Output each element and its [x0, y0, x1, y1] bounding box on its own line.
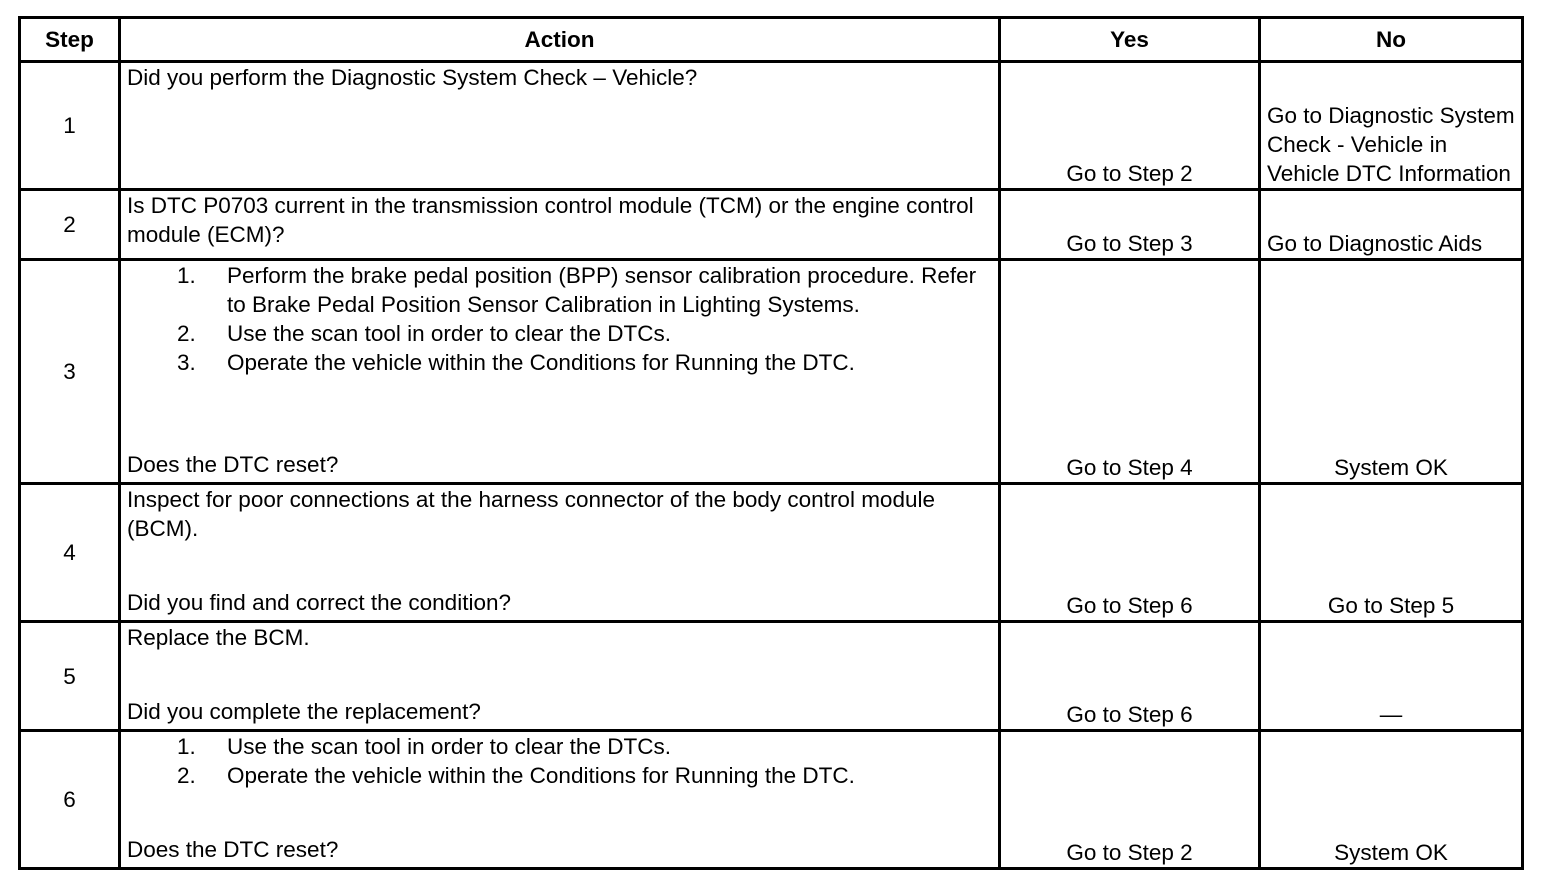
yes-cell: Go to Step 3 [1000, 190, 1260, 260]
table-row-step-1 [20, 62, 1523, 190]
substep-list [127, 261, 992, 377]
substep-text: Use the scan tool in order to clear the DTCs. [227, 734, 671, 759]
action-question: Did you find and correct the condition? [127, 590, 511, 615]
header-row [20, 18, 1523, 62]
action-question: Did you complete the replacement? [127, 699, 481, 724]
substep-text: Use the scan tool in order to clear the DTCs. [227, 321, 671, 346]
substep-number: 2. [177, 321, 196, 346]
substep-text: Operate the vehicle within the Conditions for Running the DTC. [227, 763, 855, 788]
header-step: Step [20, 18, 120, 62]
table-row-step-4 [20, 484, 1523, 622]
step-number: 5 [20, 622, 120, 731]
substep-text: Operate the vehicle within the Conditions for Running the DTC. [227, 350, 855, 375]
action-text: Did you perform the Diagnostic System Check – Vehicle? [127, 65, 698, 90]
no-cell: Go to Step 5 [1260, 484, 1523, 622]
substep-item [127, 319, 992, 348]
header-action: Action [120, 18, 1000, 62]
diagnostic-table [18, 16, 1524, 870]
action-cell [120, 190, 1000, 260]
action-content [127, 732, 992, 864]
action-cell [120, 484, 1000, 622]
step-number: 3 [20, 260, 120, 484]
substep-list [127, 732, 992, 790]
action-content [127, 485, 992, 617]
substep-item [127, 348, 992, 377]
action-cell [120, 260, 1000, 484]
no-cell: — [1260, 622, 1523, 731]
substep-number: 1. [177, 263, 196, 288]
substep-item [127, 261, 992, 319]
action-cell [120, 622, 1000, 731]
action-text: Replace the BCM. [127, 625, 310, 650]
no-cell: Go to Diagnostic System Check - Vehicle in Vehicle DTC Information [1260, 62, 1523, 190]
action-content [127, 261, 992, 479]
action-cell [120, 62, 1000, 190]
action-question: Does the DTC reset? [127, 837, 339, 862]
action-cell [120, 731, 1000, 869]
action-text: Inspect for poor connections at the harness connector of the body control module (BCM). [127, 487, 935, 541]
no-cell: System OK [1260, 260, 1523, 484]
table-row-step-5 [20, 622, 1523, 731]
action-question: Does the DTC reset? [127, 452, 339, 477]
substep-text: Perform the brake pedal position (BPP) sensor calibration procedure. Refer to Brake Pedal Position Sensor Calibration in Lighting Systems. [227, 263, 977, 317]
substep-number: 3. [177, 350, 196, 375]
table-row-step-2 [20, 190, 1523, 260]
diagnostic-table-container [18, 16, 1521, 870]
action-text: Is DTC P0703 current in the transmission control module (TCM) or the engine control module (ECM)? [127, 193, 974, 247]
yes-cell: Go to Step 6 [1000, 484, 1260, 622]
no-cell: Go to Diagnostic Aids [1260, 190, 1523, 260]
table-row-step-6 [20, 731, 1523, 869]
action-content [127, 623, 992, 726]
step-number: 2 [20, 190, 120, 260]
yes-cell: Go to Step 2 [1000, 62, 1260, 190]
step-number: 6 [20, 731, 120, 869]
step-number: 4 [20, 484, 120, 622]
yes-cell: Go to Step 2 [1000, 731, 1260, 869]
step-number: 1 [20, 62, 120, 190]
substep-number: 2. [177, 763, 196, 788]
table-row-step-3 [20, 260, 1523, 484]
header-no: No [1260, 18, 1523, 62]
yes-cell: Go to Step 6 [1000, 622, 1260, 731]
header-yes: Yes [1000, 18, 1260, 62]
substep-number: 1. [177, 734, 196, 759]
substep-item [127, 732, 992, 761]
no-cell: System OK [1260, 731, 1523, 869]
yes-cell: Go to Step 4 [1000, 260, 1260, 484]
substep-item [127, 761, 992, 790]
